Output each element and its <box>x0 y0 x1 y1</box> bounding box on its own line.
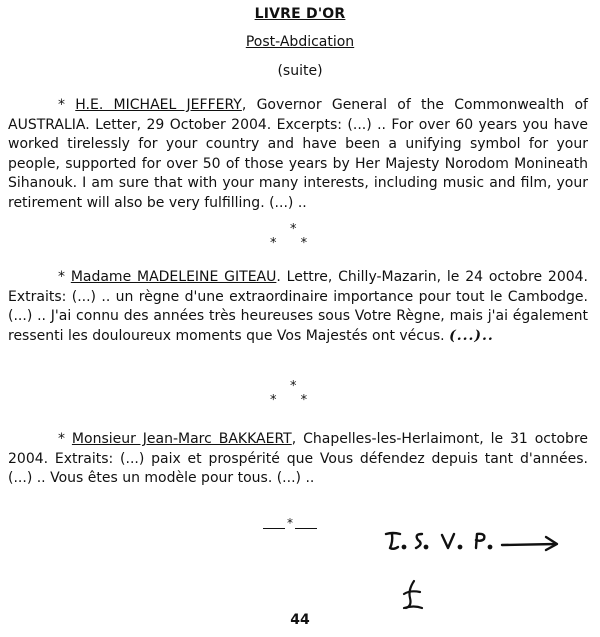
entry-author: H.E. MICHAEL JEFFERY <box>75 97 242 113</box>
handwritten-tsvp-note <box>380 520 570 560</box>
divider-star: * <box>300 393 308 408</box>
guestbook-entry-giteau <box>8 268 588 346</box>
page-number: 44 <box>290 612 310 628</box>
divider-star: * <box>270 393 277 408</box>
entry-bullet: * <box>58 97 65 113</box>
divider-star: * <box>270 236 277 251</box>
separator-star: * <box>287 516 293 530</box>
page-title: LIVRE D'OR <box>254 6 346 22</box>
handwritten-initial-mark <box>398 578 428 612</box>
guestbook-entry-bakkaert <box>8 430 588 489</box>
page-subtitle: Post-Abdication <box>245 34 355 50</box>
entry-author: Madame MADELEINE GITEAU <box>70 269 277 285</box>
separator-line <box>263 528 285 529</box>
continuation-label: (suite) <box>277 63 323 79</box>
entry-author: Monsieur Jean-Marc BAKKAERT <box>71 431 292 447</box>
end-separator <box>263 516 317 536</box>
divider-star: * <box>290 379 297 394</box>
entry-bullet: * <box>58 269 65 285</box>
divider-star-pair <box>270 236 307 251</box>
guestbook-entry-jeffery <box>8 96 588 213</box>
divider-star: * <box>300 236 308 251</box>
entry-text: . Lettre, Chilly-Mazarin, le 24 octobre 2004. Extraits: (...) .. un règne d'une extraordinaire importance pour tout le Cambodge. (...) .. J'ai connu des années très heureuses sous Votre Règne, mais j'ai également ressenti les douloureux moments que Vos Majestés ont vécus. <box>8 269 588 344</box>
entry-bullet: * <box>58 431 65 447</box>
entry-text: , Governor General of the Commonwealth of AUSTRALIA. Letter, 29 October 2004. Excerpts: (...) .. For over 60 years you have worked tirelessly for your country and have been a unifying symbol for your people, supported for over 50 of those years by Her Majesty Norodom Monineath Sihanouk. I am sure that with your many interests, including music and film, your retirement will also be very fulfilling. (...) .. <box>8 97 588 211</box>
divider-star-pair <box>270 393 307 408</box>
separator-line <box>295 528 317 529</box>
entry-text: , Chapelles-les-Herlaimont, le 31 octobre 2004. Extraits: (...) paix et prospérité que Vous défendez depuis tant d'années. (...) .. Vous êtes un modèle pour tous. (...) .. <box>8 431 589 486</box>
handwritten-ellipsis: (...).. <box>449 327 494 344</box>
divider-star: * <box>290 222 297 237</box>
